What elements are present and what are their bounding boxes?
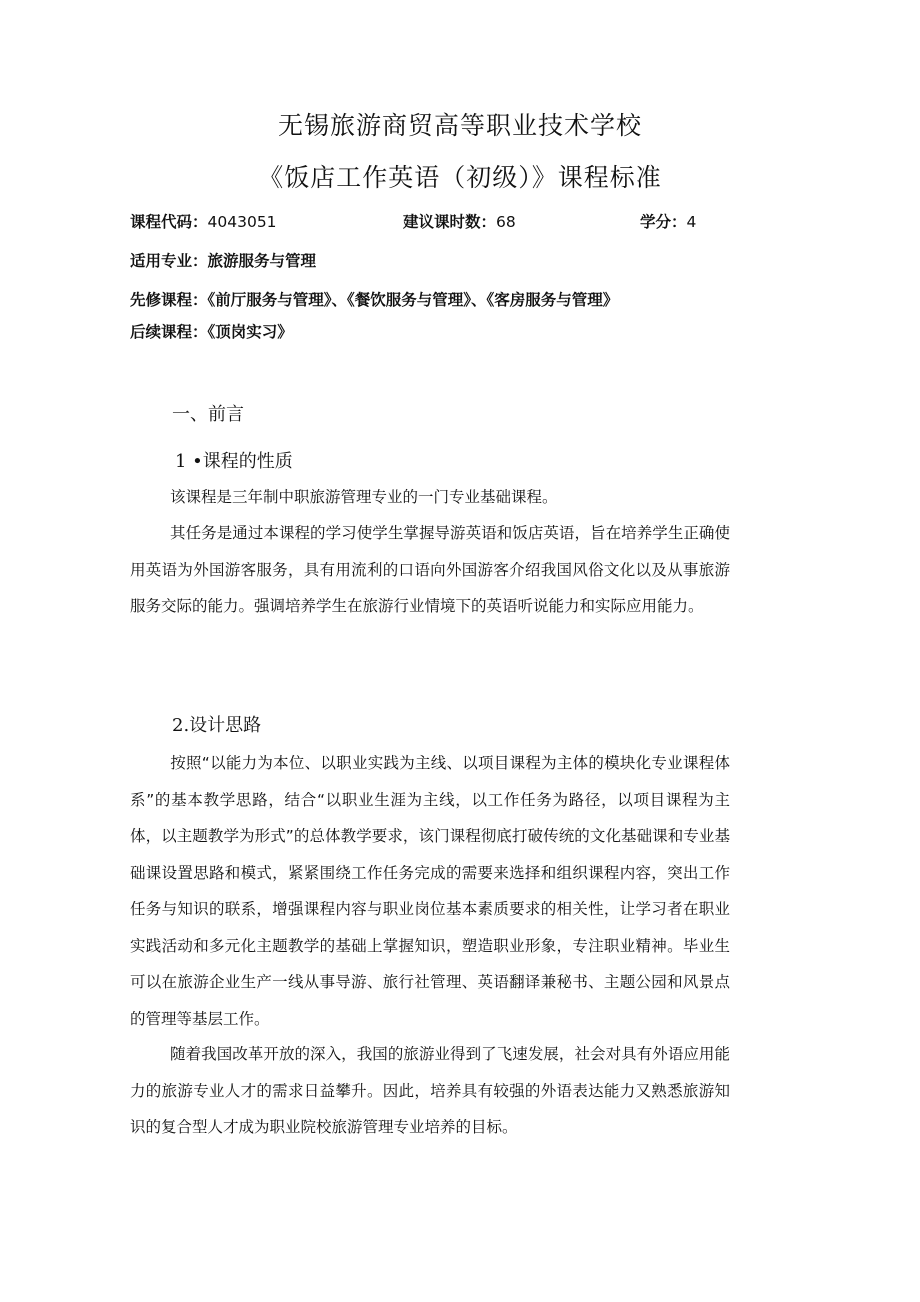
course-credit [640, 210, 696, 232]
nature-heading: 1 •课程的性质 [175, 451, 293, 472]
course-code [130, 210, 277, 232]
prerequisite-value: 《前厅服务与管理》、《餐饮服务与管理》、《客房服务与管理》 [207, 291, 619, 309]
nature-paragraph-2 [130, 515, 730, 625]
prerequisite-courses [130, 288, 618, 310]
followup-label: 后续课程： [130, 323, 208, 341]
course-hours [403, 210, 516, 232]
course-hours-label: 建议课时数： [403, 213, 497, 231]
design-paragraph-2-text: 随着我国改革开放的深入，我国的旅游业得到了飞速发展，社会对具有外语应用能力的旅游专业人才的需求日益攀升。因此，培养具有较强的外语表达能力又熟悉旅游知识的复合型人才成为职业院校旅游管理专业培养的目标。 [130, 1045, 730, 1136]
nature-paragraph-1 [130, 479, 730, 516]
prerequisite-label: 先修课程： [130, 291, 208, 309]
course-credit-value: 4 [686, 213, 697, 231]
design-paragraph-2 [130, 1036, 730, 1146]
course-hours-value: 68 [496, 213, 516, 231]
course-code-label: 课程代码： [130, 213, 208, 231]
nature-paragraph-2-text: 其任务是通过本课程的学习使学生掌握导游英语和饭店英语，旨在培养学生正确使用英语为外国游客服务，具有用流利的口语向外国游客介绍我国风俗文化以及从事旅游服务交际的能力。强调培养学生在旅游行业情境下的英语听说能力和实际应用能力。 [130, 524, 730, 615]
design-paragraph-1-text: 按照“以能力为本位、以职业实践为主线、以项目课程为主体的模块化专业课程体系”的基本教学思路，结合“以职业生涯为主线，以工作任务为路径，以项目课程为主体，以主题教学为形式”的总体教学要求，该门课程彻底打破传统的文化基础课和专业基础课设置思路和模式，紧紧围绕工作任务完成的需要来选择和组织课程内容，突出工作任务与知识的联系，增强课程内容与职业岗位基本素质要求的相关性，让学习者在职业实践活动和多元化主题教学的基础上掌握知识，塑造职业形象，专注职业精神。毕业生可以在旅游企业生产一线从事导游、旅行社管理、英语翻译兼秘书、主题公园和风景点的管理等基层工作。 [130, 754, 730, 1028]
design-paragraph-1 [130, 745, 730, 1037]
followup-courses [130, 320, 293, 342]
preface-heading: 一、前言 [172, 404, 244, 425]
design-heading: 2.设计思路 [172, 715, 262, 736]
applicable-major [130, 249, 316, 271]
course-credit-label: 学分： [640, 213, 687, 231]
course-code-value: 4043051 [207, 213, 277, 231]
school-name: 无锡旅游商贸高等职业技术学校 [277, 111, 642, 140]
nature-paragraph-1-text: 该课程是三年制中职旅游管理专业的一门专业基础课程。 [170, 488, 558, 506]
followup-value: 《顶岗实习》 [207, 323, 293, 341]
applicable-major-label: 适用专业： [130, 252, 208, 270]
applicable-major-value: 旅游服务与管理 [207, 252, 317, 270]
course-title: 《饭店工作英语（初级）》课程标准 [258, 163, 662, 192]
